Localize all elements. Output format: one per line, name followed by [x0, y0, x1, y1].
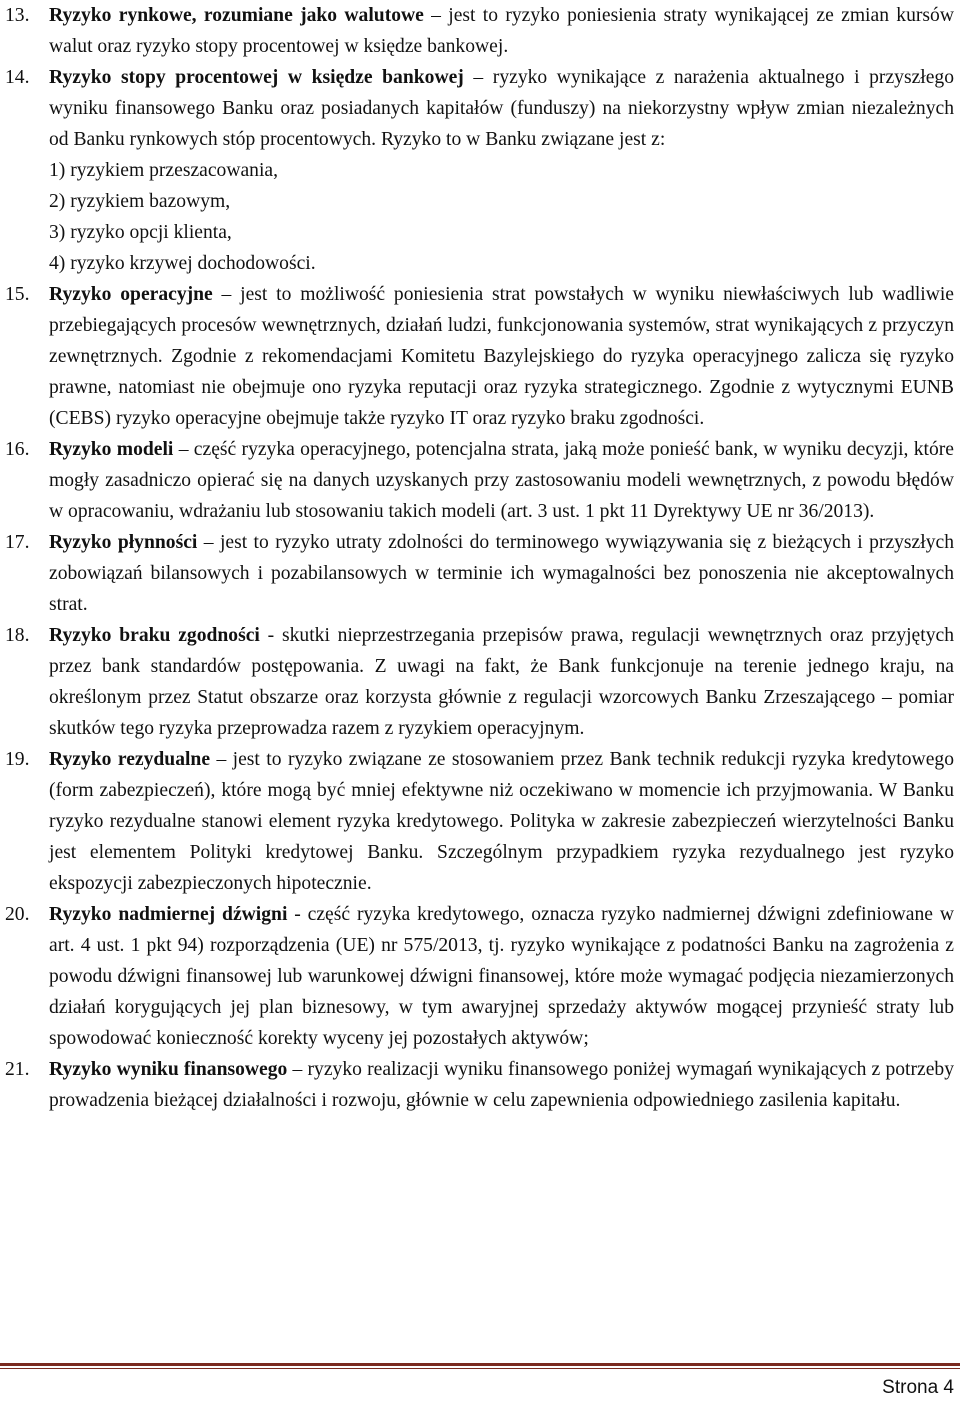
- item-term: Ryzyko nadmiernej dźwigni: [49, 904, 288, 925]
- footer-divider: [0, 1363, 960, 1366]
- item-text: – jest to możliwość poniesienia strat powstałych w wyniku niewłaściwych lub wadliwie przebiegających procesów wewnętrznych, działań ludzi, funkcjonowania systemów, strat wynikających z przyczyn zewnętrznych. Zgodnie z rekomendacjami Komitetu Bazylejskiego do ryzyka operacyjnego zalicza się ryzyko prawne, natomiast nie obejmuje ono ryzyka reputacji oraz ryzyka strategicznego. Zgodnie z wytycznymi EUNB (CEBS) ryzyko operacyjne obejmuje także ryzyko IT oraz ryzyko braku zgodności.: [49, 284, 954, 429]
- item-number: 19.: [5, 749, 30, 770]
- list-item: [0, 620, 960, 744]
- item-text: – jest to ryzyko poniesienia straty wynikającej ze zmian kursów walut oraz ryzyko stopy procentowej w księdze bankowej.: [49, 5, 954, 57]
- item-number: 17.: [5, 532, 30, 553]
- list-item: [0, 744, 960, 899]
- list-item: [0, 527, 960, 620]
- item-text: – część ryzyka operacyjnego, potencjalna strata, jaką może ponieść bank, w wyniku decyzji, które mogły zasadniczo opierać się na danych uzyskanych przy zastosowaniu modeli wewnętrznych, z powodu błędów w opracowaniu, wdrażaniu lub stosowaniu takich modeli (art. 3 ust. 1 pkt 11 Dyrektywy UE nr 36/2013).: [49, 439, 954, 522]
- item-number: 16.: [5, 439, 30, 460]
- sublist-item: 2) ryzykiem bazowym,: [49, 191, 231, 212]
- item-text: - skutki nieprzestrzegania przepisów prawa, regulacji wewnętrznych oraz przyjętych przez bank standardów postępowania. Z uwagi na fakt, że Bank funkcjonuje na terenie jednego kraju, na określonym przez Statut obszarze oraz korzysta głównie z regulacji wzorcowych Banku Zrzeszającego – pomiar skutków tego ryzyka przeprowadza razem z ryzykiem operacyjnym.: [49, 625, 954, 739]
- item-term: Ryzyko braku zgodności: [49, 625, 260, 646]
- item-number: 14.: [5, 67, 30, 88]
- item-term: Ryzyko płynności: [49, 532, 198, 553]
- sublist-item: 4) ryzyko krzywej dochodowości.: [49, 253, 316, 274]
- item-text: – ryzyko realizacji wyniku finansowego poniżej wymagań wynikających z potrzeby prowadzenia bieżącej działalności i rozwoju, głównie w celu zapewnienia odpowiedniego zasilenia kapitału.: [49, 1059, 954, 1111]
- sublist-item: 3) ryzyko opcji klienta,: [49, 222, 232, 243]
- item-number: 15.: [5, 284, 30, 305]
- item-number: 13.: [5, 5, 30, 26]
- item-term: Ryzyko operacyjne: [49, 284, 213, 305]
- sublist-item: 1) ryzykiem przeszacowania,: [49, 160, 279, 181]
- item-number: 18.: [5, 625, 30, 646]
- sublist: [49, 155, 954, 279]
- item-text: - część ryzyka kredytowego, oznacza ryzyko nadmiernej dźwigni zdefiniowane w art. 4 ust. 1 pkt 94) rozporządzenia (UE) nr 575/2013, tj. ryzyko wynikające z podatności Banku na zagrożenia z powodu dźwigni finansowej lub warunkowej dźwigni finansowej, które może wymagać podjęcia niezamierzonych działań korygujących jej plan biznesowy, w tym awaryjnej sprzedaży aktywów mogącej przynieść straty lub spowodować konieczność korekty wyceny jej pozostałych aktywów;: [49, 904, 954, 1049]
- item-text: – jest to ryzyko związane ze stosowaniem przez Bank technik redukcji ryzyka kredytowego (form zabezpieczeń), które mogą być mniej efektywne niż oczekiwano w momencie ich przyjmowania. W Banku ryzyko rezydualne stanowi element ryzyka kredytowego. Polityka w zakresie zabezpieczeń wierzytelności Banku jest elementem Polityki kredytowej Banku. Szczególnym przypadkiem ryzyka rezydualnego jest ryzyko ekspozycji zabezpieczonych hipotecznie.: [49, 749, 954, 894]
- item-number: 21.: [5, 1059, 30, 1080]
- footer-divider-thin: [0, 1368, 960, 1369]
- item-term: Ryzyko modeli: [49, 439, 174, 460]
- page-number: Strona 4: [882, 1377, 954, 1398]
- list-item: [0, 899, 960, 1054]
- item-term: Ryzyko stopy procentowej w księdze bankowej: [49, 67, 464, 88]
- list-item: [0, 279, 960, 434]
- item-number: 20.: [5, 904, 30, 925]
- list-item: [0, 434, 960, 527]
- item-term: Ryzyko rezydualne: [49, 749, 211, 770]
- list-item: [0, 0, 960, 62]
- item-text: – ryzyko wynikające z narażenia aktualnego i przyszłego wyniku finansowego Banku oraz posiadanych kapitałów (funduszy) na niekorzystny wpływ zmian niezależnych od Banku rynkowych stóp procentowych. Ryzyko to w Banku związane jest z:: [49, 67, 954, 150]
- item-text: – jest to ryzyko utraty zdolności do terminowego wywiązywania się z bieżących i przyszłych zobowiązań bilansowych i pozabilansowych w terminie ich wymagalności bez ponoszenia nie akceptowalnych strat.: [49, 532, 954, 615]
- list-item: [0, 1054, 960, 1116]
- item-term: Ryzyko wyniku finansowego: [49, 1059, 288, 1080]
- list-item: [0, 62, 960, 279]
- item-term: Ryzyko rynkowe, rozumiane jako walutowe: [49, 5, 424, 26]
